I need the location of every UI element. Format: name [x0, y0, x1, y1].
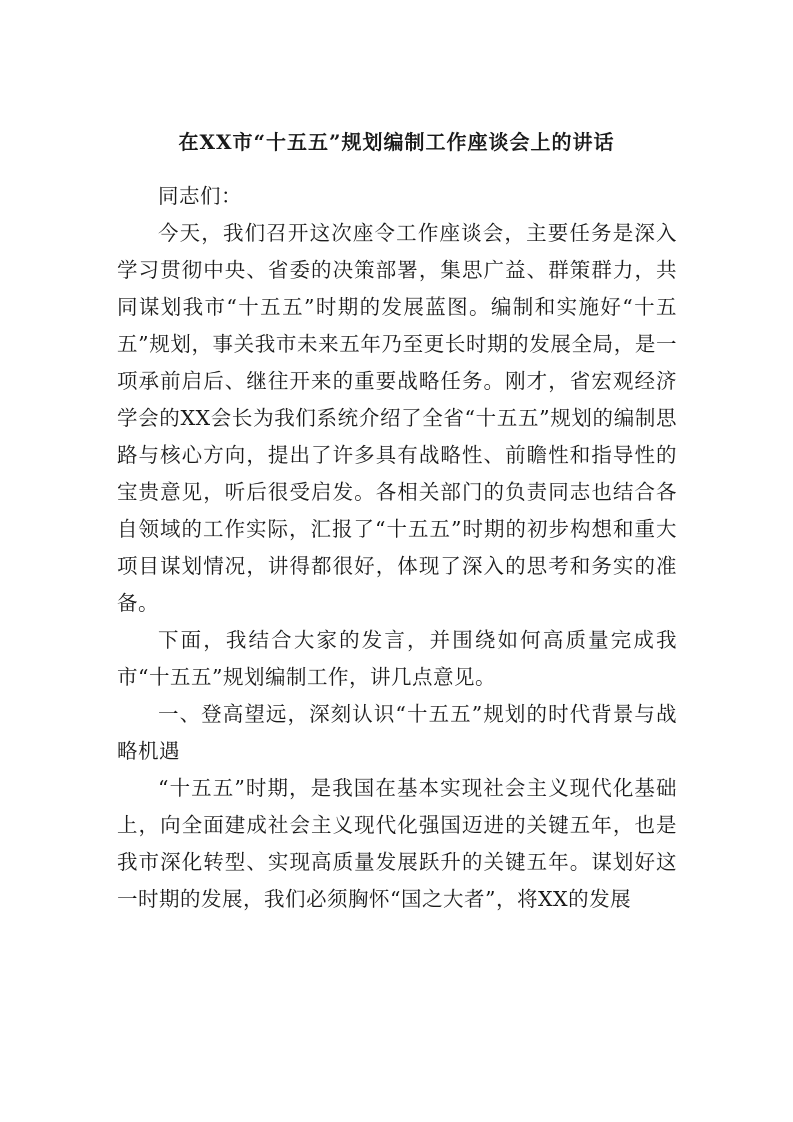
- paragraph-transition: 下面，我结合大家的发言，并围绕如何高质量完成我市“十五五”规划编制工作，讲几点意见。: [117, 628, 677, 689]
- section-heading-1: 一、登高望远，深刻认识“十五五”规划的时代背景与战略机遇: [117, 702, 677, 763]
- greeting: 同志们：: [158, 184, 242, 208]
- paragraph-opening: 今天，我们召开这次座令工作座谈会，主要任务是深入学习贯彻中央、省委的决策部署，集思广益、群策群力，共同谋划我市“十五五”时期的发展蓝图。编制和实施好“十五五”规划，事关我市未来五年乃至更长时期的发展全局，是一项承前启后、继往开来的重要战略任务。刚才，省宏观经济学会的XX会长为我们系统介绍了全省“十五五”规划的编制思路与核心方向，提出了许多具有战略性、前瞻性和指导性的宝贵意见，听后很受启发。各相关部门的负责同志也结合各自领域的工作实际，汇报了“十五五”时期的初步构想和重大项目谋划情况，讲得都很好，体现了深入的思考和务实的准备。: [117, 221, 677, 615]
- paragraph-section-1: “十五五”时期，是我国在基本实现社会主义现代化基础上，向全面建成社会主义现代化强国迈进的关键五年，也是我市深化转型、实现高质量发展跃升的关键五年。谋划好这一时期的发展，我们必须胸怀“国之大者”，将XX的发展: [117, 776, 677, 911]
- document-title: 在XX市“十五五”规划编制工作座谈会上的讲话: [178, 130, 615, 154]
- document-body: [117, 178, 677, 918]
